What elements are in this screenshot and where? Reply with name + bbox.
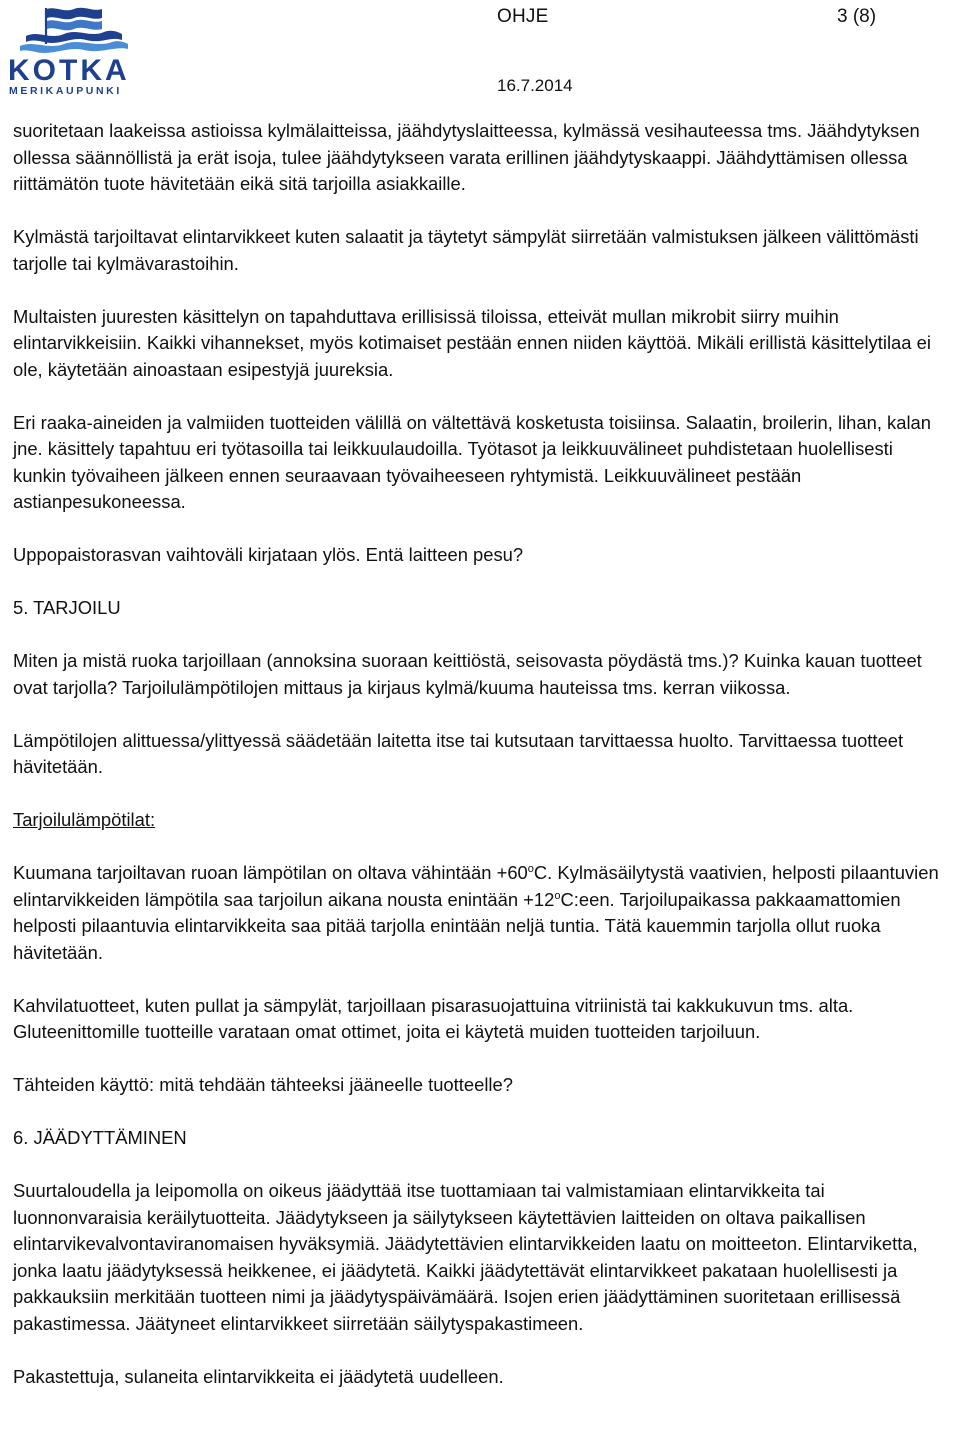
text-run: Kuumana tarjoiltavan ruoan lämpötilan on oltava vähintään +60 (13, 862, 528, 883)
paragraph: Lämpötilojen alittuessa/ylittyessä säädetään laitetta itse tai kutsutaan tarvittaessa huolto. Tarvittaessa tuotteet hävitetään. (13, 729, 904, 777)
section-heading: 5. TARJOILU (13, 597, 121, 618)
paragraph: Suurtaloudella ja leipomolla on oikeus jäädyttää itse tuottamiaan tai valmistamiaan elintarvikkeita tai luonnonvaraisia keräilytuotteita. Jäädytykseen ja säilytykseen käytettävien laitteiden on oltava paikallisen elintarvikevalvontaviranomaisen hyväksymiä. Jäädytettävien elintarvikkeiden laatu on moitteeton. Elintarviketta, jonka laatu jäädytyksessä heikkenee, ei jäädytetä. Kaikki jäädytettävät elintarvikkeet pakataan huolellisesti ja pakkauksiin merkitään tuotteen nimi ja jäädytyspäivämäärä. Isojen erien jäädyttäminen suoritetaan erillisessä pakastimessa. Jäätyneet elintarvikkeet siirretään säilytyspakastimeen. (13, 1180, 918, 1334)
document-type: OHJE (497, 6, 549, 27)
page-header (0, 0, 960, 110)
paragraph: Tähteiden käyttö: mitä tehdään tähteeksi jääneelle tuotteelle? (13, 1074, 513, 1095)
text-run: C. Kylmäsäilytystä vaativien, helposti pilaantuvien elintarvikkeiden lämpötila saa tarjoilun aikana nousta enintään +12 (13, 862, 939, 910)
paragraph: Uppopaistorasvan vaihtoväli kirjataan ylös. Entä laitteen pesu? (13, 544, 524, 565)
paragraph: Pakastettuja, sulaneita elintarvikkeita ei jäädytetä uudelleen. (13, 1365, 504, 1387)
document-body (13, 118, 947, 1417)
logo-sub-text: MERIKAUPUNKI (9, 85, 122, 96)
paragraph: Eri raaka-aineiden ja valmiiden tuotteiden välillä on vältettävä kosketusta toisiinsa. Salaatin, broilerin, lihan, kalan jne. käsittely tapahtuu eri työtasoilla tai leikkuulaudoilla. Työtasot ja leikkuuvälineet puhdistetaan huolellisesti kunkin työvaiheen jälkeen ennen seuraavaan työvaiheeseen ryhtymistä. Leikkuuvälineet pestään astianpesukoneessa. (13, 411, 932, 512)
kotka-logo (6, 4, 140, 96)
paragraph: Kylmästä tarjoiltavat elintarvikkeet kuten salaatit ja täytetyt sämpylät siirretään valmistuksen jälkeen välittömästi tarjolle tai kylmävarastoihin. (13, 226, 919, 274)
paragraph: Kahvilatuotteet, kuten pullat ja sämpylät, tarjoillaan pisarasuojattuina vitriinistä tai kakkukuvun tms. alta. Gluteenittomille tuotteille varataan omat ottimet, joita ei käytetä muiden tuotteiden tarjoiluun. (13, 994, 854, 1042)
page-number: 3 (8) (837, 6, 877, 27)
subheading: Tarjoilulämpötilat: (13, 809, 156, 830)
paragraph: suoritetaan laakeissa astioissa kylmälaitteissa, jäähdytyslaitteessa, kylmässä vesihauteessa tms. Jäähdytyksen ollessa säännöllistä ja erät isoja, tulee jäähdytykseen varata erillinen jäähdytyskaappi. Jäähdyttämisen ollessa riittämätön tuote hävitetään eikä sitä tarjoilla asiakkaille. (13, 120, 920, 194)
degree-sup: o (527, 863, 534, 875)
degree-sup: o (554, 889, 561, 902)
section-heading: 6. JÄÄDYTTÄMINEN (13, 1127, 187, 1148)
paragraph-temperatures (13, 860, 947, 966)
document-date: 16.7.2014 (497, 76, 573, 95)
paragraph: Miten ja mistä ruoka tarjoillaan (annoksina suoraan keittiöstä, seisovasta pöydästä tms.)? Kuinka kauan tuotteet ovat tarjolla? Tarjoilulämpötilojen mittaus ja kirjaus kylmä/kuuma hauteissa tms. kerran viikossa. (13, 650, 922, 698)
logo-main-text: KOTKA (8, 54, 130, 87)
text-run: C:een. Tarjoilupaikassa pakkaamattomien helposti pilaantuvia elintarvikkeita saa pitää tarjolla enintään neljä tuntia. Tätä kauemmin tarjolla ollut ruoka hävitetään. (13, 888, 901, 963)
paragraph: Multaisten juuresten käsittelyn on tapahduttava erillisissä tiloissa, etteivät mullan mikrobit siirry muihin elintarvikkeisiin. Kaikki vihannekset, myös kotimaiset pestään ennen niiden käyttöä. Mikäli erillistä käsittelytilaa ei ole, käytetään ainoastaan esipestyjä juureksia. (13, 305, 931, 380)
